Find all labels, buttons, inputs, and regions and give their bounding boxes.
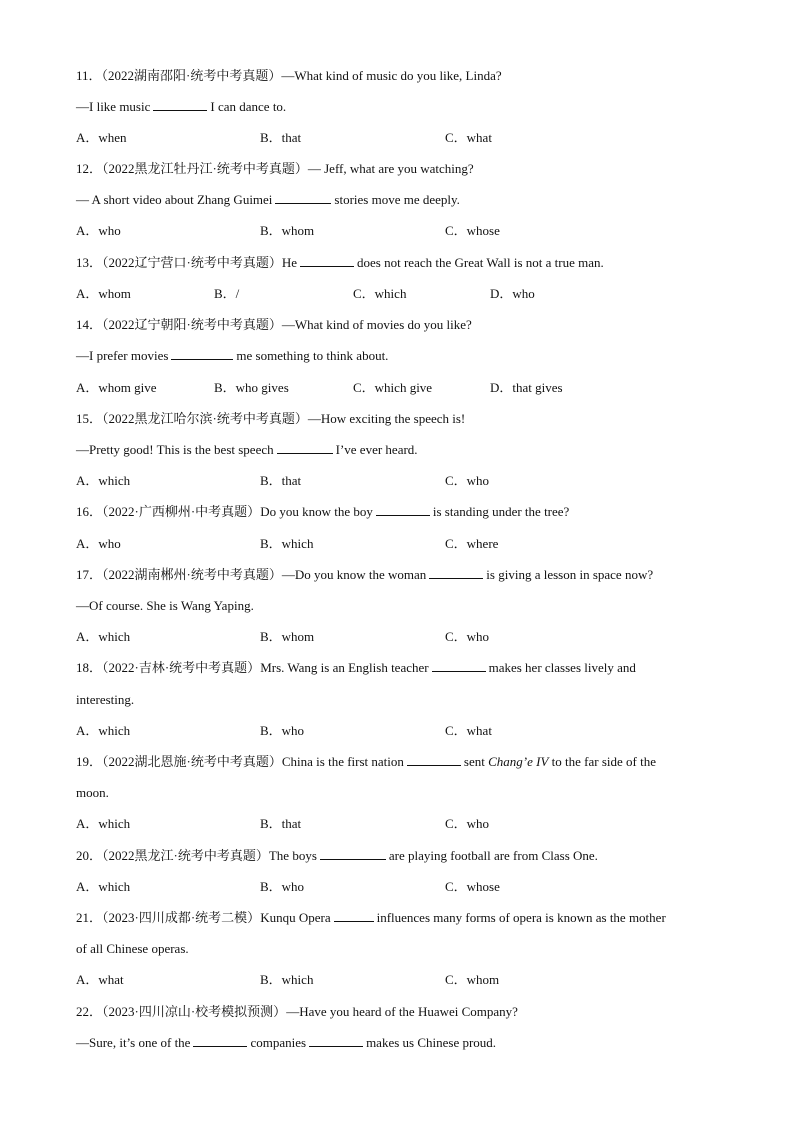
option-b[interactable]: B．whom [260, 629, 315, 644]
question-source: （2022·广西柳州·中考真题） [102, 504, 261, 519]
question-text: interesting. [76, 692, 135, 707]
option-a[interactable]: A．which [76, 879, 131, 894]
answer-blank[interactable] [300, 253, 354, 267]
question-17-options [76, 627, 754, 647]
option-a[interactable]: A．which [76, 816, 131, 831]
answer-blank[interactable] [407, 752, 461, 766]
answer-blank[interactable] [277, 440, 333, 454]
question-21-line2 [76, 939, 754, 959]
question-21-stem [76, 908, 754, 928]
answer-blank[interactable] [432, 658, 486, 672]
answer-blank[interactable] [334, 908, 374, 922]
question-source: （2022湖南郴州·统考中考真题） [102, 567, 282, 582]
question-12-options [76, 221, 754, 241]
answer-blank[interactable] [193, 1033, 247, 1047]
question-number: 22． [76, 1004, 103, 1019]
option-a[interactable]: A．who [76, 536, 121, 551]
question-text: The boys [268, 848, 317, 863]
question-19-stem [76, 752, 754, 772]
question-number: 14． [76, 317, 103, 332]
question-text: me something to think about. [236, 348, 389, 363]
question-13-options [76, 284, 754, 304]
question-number: 12． [76, 161, 103, 176]
question-number: 17． [76, 567, 103, 582]
question-text: to the far side of the [551, 754, 656, 769]
question-text: —What kind of music do you like, Linda? [281, 68, 502, 83]
option-c[interactable]: C．where [445, 536, 499, 551]
question-source: （2022湖南邵阳·统考中考真题） [101, 68, 282, 83]
question-text: —Of course. She is Wang Yaping. [76, 598, 254, 613]
question-text: —How exciting the speech is! [307, 411, 466, 426]
option-c[interactable]: C．whose [445, 223, 500, 238]
question-14-options [76, 378, 754, 398]
question-18-line2 [76, 690, 754, 710]
question-text: —I prefer movies [76, 348, 169, 363]
question-text: —Pretty good! This is the best speech [76, 442, 274, 457]
option-c[interactable]: C．who [445, 816, 490, 831]
option-a[interactable]: A．whom give [76, 380, 157, 395]
question-number: 16． [76, 504, 103, 519]
question-text: companies [250, 1035, 307, 1050]
question-text: of all Chinese operas. [76, 941, 189, 956]
answer-blank[interactable] [171, 346, 233, 360]
question-19-options [76, 814, 754, 834]
question-number: 20． [76, 848, 103, 863]
question-15-options [76, 471, 754, 491]
question-number: 18． [76, 660, 103, 675]
question-text: — A short video about Zhang Guimei [76, 192, 273, 207]
question-text: makes us Chinese proud. [366, 1035, 497, 1050]
question-number: 13． [76, 255, 103, 270]
question-text: does not reach the Great Wall is not a true man. [357, 255, 604, 270]
answer-blank[interactable] [376, 502, 430, 516]
question-text: China is the first nation [281, 754, 404, 769]
question-15-line2 [76, 440, 754, 460]
question-11-options [76, 128, 754, 148]
answer-blank[interactable] [153, 97, 207, 111]
question-text: is standing under the tree? [432, 504, 570, 519]
question-16-options [76, 534, 754, 554]
option-a[interactable]: A．who [76, 223, 121, 238]
option-a[interactable]: A．whom [76, 286, 131, 301]
question-text: —I like music [76, 99, 151, 114]
option-b[interactable]: B．who [260, 879, 305, 894]
question-text: moon. [76, 785, 109, 800]
spacecraft-name: Chang’e IV [488, 754, 549, 769]
question-source: （2023·四川凉山·校考模拟预测） [102, 1004, 287, 1019]
question-text: Mrs. Wang is an English teacher [260, 660, 429, 675]
question-11-stem [76, 66, 754, 86]
question-text: are playing football are from Class One. [388, 848, 598, 863]
question-21-options [76, 970, 754, 990]
question-source: （2022辽宁营口·统考中考真题） [102, 255, 282, 270]
option-c[interactable]: C．who [445, 473, 490, 488]
question-number: 19． [76, 754, 103, 769]
option-c[interactable]: C．who [445, 629, 490, 644]
option-b[interactable]: B．who [260, 723, 305, 738]
question-text: stories move me deeply. [334, 192, 460, 207]
option-c[interactable]: C．what [445, 723, 492, 738]
option-b[interactable]: B．whom [260, 223, 315, 238]
option-a[interactable]: A．which [76, 723, 131, 738]
question-text: —Do you know the woman [281, 567, 427, 582]
option-a[interactable]: A．which [76, 473, 131, 488]
question-text: influences many forms of opera is known as the mother [376, 910, 666, 925]
question-17-stem [76, 565, 754, 585]
option-b[interactable]: B．who gives [214, 380, 289, 395]
question-text: —Have you heard of the Huawei Company? [286, 1004, 518, 1019]
question-source: （2022黑龙江哈尔滨·统考中考真题） [102, 411, 308, 426]
question-16-stem [76, 502, 754, 522]
option-c[interactable]: C．which give [353, 380, 433, 395]
option-c[interactable]: C．whom [445, 972, 500, 987]
answer-blank[interactable] [309, 1033, 363, 1047]
question-number: 11． [76, 68, 102, 83]
question-source: （2022黑龙江牡丹江·统考中考真题） [102, 161, 308, 176]
question-12-stem [76, 159, 754, 179]
question-text: —What kind of movies do you like? [281, 317, 472, 332]
option-a[interactable]: A．when [76, 130, 127, 145]
question-14-line2 [76, 346, 754, 366]
question-text: makes her classes lively and [488, 660, 636, 675]
option-c[interactable]: C．which [353, 286, 407, 301]
question-source: （2022·吉林·统考中考真题） [102, 660, 261, 675]
question-17-line2 [76, 596, 754, 616]
option-b[interactable]: B．that [260, 130, 302, 145]
question-15-stem [76, 409, 754, 429]
question-14-stem [76, 315, 754, 335]
option-d[interactable]: D．who [490, 286, 535, 301]
question-19-line2 [76, 783, 754, 803]
question-12-line2 [76, 190, 754, 210]
question-text: Kunqu Opera [260, 910, 331, 925]
question-text: I can dance to. [210, 99, 287, 114]
answer-blank[interactable] [320, 846, 386, 860]
question-22-stem [76, 1002, 754, 1022]
question-text: is giving a lesson in space now? [486, 567, 654, 582]
question-text: —Sure, it’s one of the [76, 1035, 191, 1050]
question-number: 21． [76, 910, 103, 925]
question-text: He [281, 255, 298, 270]
question-text: I’ve ever heard. [335, 442, 418, 457]
question-20-stem [76, 846, 754, 866]
question-11-line2 [76, 97, 754, 117]
question-source: （2022湖北恩施·统考中考真题） [102, 754, 282, 769]
option-c[interactable]: C．whose [445, 879, 500, 894]
option-b[interactable]: B．which [260, 972, 314, 987]
option-c[interactable]: C．what [445, 130, 492, 145]
question-18-options [76, 721, 754, 741]
option-b[interactable]: B．/ [214, 286, 240, 301]
answer-blank[interactable] [429, 565, 483, 579]
question-20-options [76, 877, 754, 897]
option-b[interactable]: B．that [260, 473, 302, 488]
question-text: Do you know the boy [260, 504, 373, 519]
answer-blank[interactable] [275, 190, 331, 204]
question-number: 15． [76, 411, 103, 426]
question-13-stem [76, 253, 754, 273]
question-text: sent [463, 754, 485, 769]
option-b[interactable]: B．which [260, 536, 314, 551]
question-source: （2023·四川成都·统考二模） [102, 910, 261, 925]
question-22-line2 [76, 1033, 754, 1053]
option-a[interactable]: A．what [76, 972, 124, 987]
question-source: （2022黑龙江·统考中考真题） [102, 848, 269, 863]
question-18-stem [76, 658, 754, 678]
question-text: — Jeff, what are you watching? [307, 161, 474, 176]
option-a[interactable]: A．which [76, 629, 131, 644]
option-b[interactable]: B．that [260, 816, 302, 831]
option-d[interactable]: D．that gives [490, 380, 563, 395]
question-source: （2022辽宁朝阳·统考中考真题） [102, 317, 282, 332]
